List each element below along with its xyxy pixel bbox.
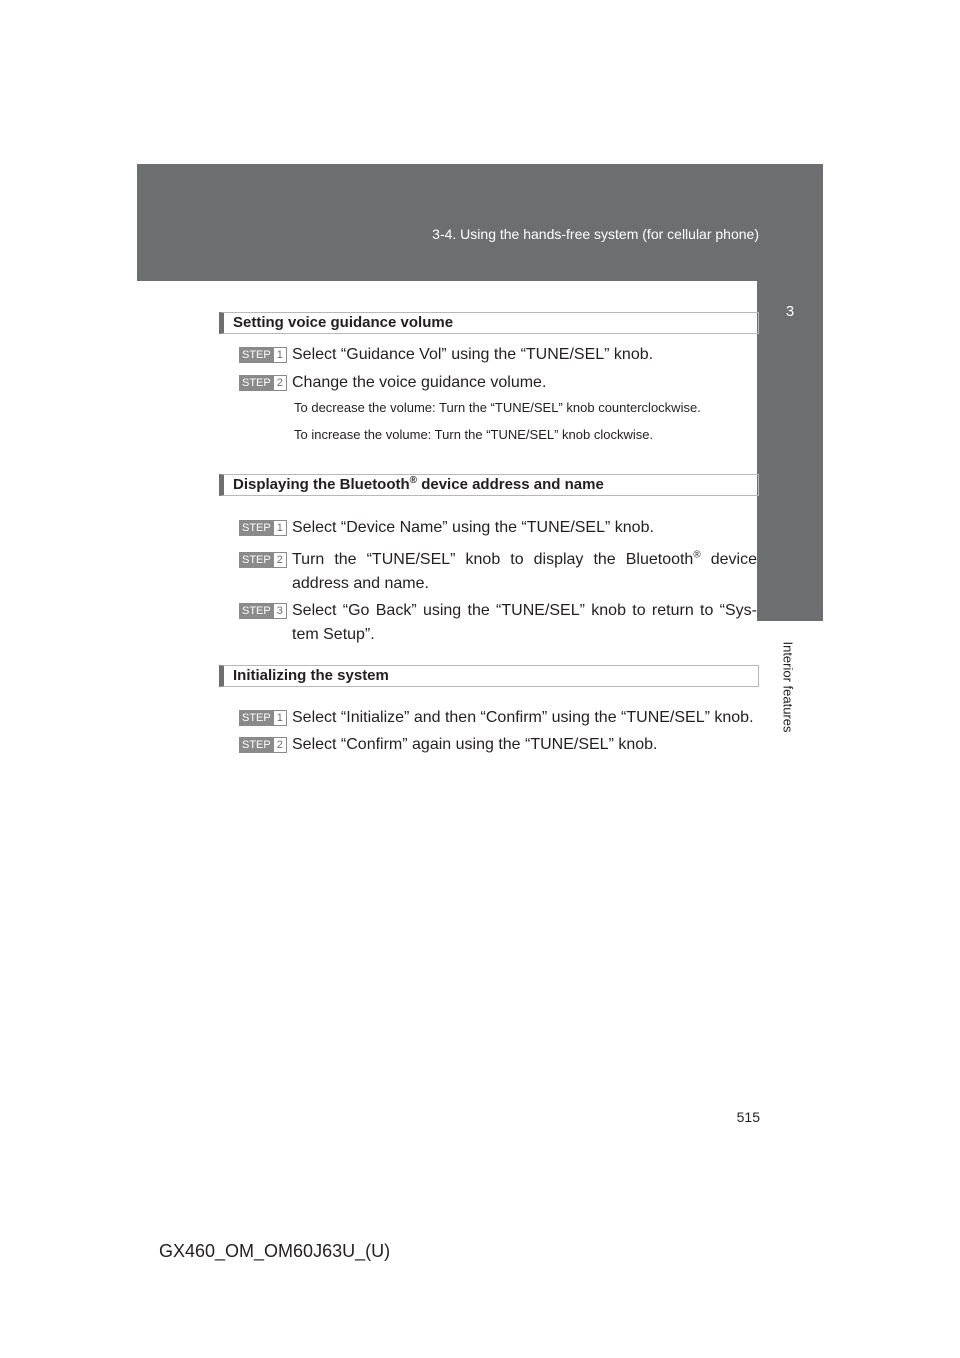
section-initializing-system: [219, 665, 759, 757]
chapter-label: [778, 632, 798, 742]
step-text: Turn the “TUNE/SEL” knob to display the Bluetooth® device address and name.: [292, 549, 757, 592]
step-badge: STEP 1: [239, 347, 287, 363]
step-badge: STEP 2: [239, 737, 287, 753]
note-text: To decrease the volume: Turn the “TUNE/SEL” knob counterclockwise.: [294, 400, 701, 415]
chapter-header-band: [137, 164, 823, 281]
step-badge: STEP 1: [239, 520, 287, 536]
step-item: [219, 599, 759, 647]
chapter-number: 3: [785, 303, 795, 320]
step-text: Select “Guidance Vol” using the “TUNE/SEL” knob.: [292, 346, 654, 363]
section-heading: Setting voice guidance volume: [219, 312, 759, 334]
step-item: [219, 733, 759, 757]
step-badge: STEP 1: [239, 710, 287, 726]
section-bluetooth-device-address: [219, 474, 759, 647]
step-item: [219, 371, 759, 395]
step-text: Select “Confirm” again using the “TUNE/SEL” knob.: [292, 736, 658, 753]
chapter-tab: [757, 281, 823, 621]
step-text: Select “Device Name” using the “TUNE/SEL” knob.: [292, 519, 654, 536]
section-voice-guidance-volume: [219, 312, 759, 444]
step-item: [219, 706, 759, 730]
step-badge: STEP 2: [239, 552, 287, 568]
note-text: To increase the volume: Turn the “TUNE/SEL” knob clockwise.: [294, 427, 654, 442]
page-number: 515: [736, 1109, 760, 1125]
section-heading: Displaying the Bluetooth® device address and name: [219, 474, 759, 496]
step-text: Select “Initialize” and then “Confirm” using the “TUNE/SEL” knob.: [292, 709, 754, 726]
step-text: Select “Go Back” using the “TUNE/SEL” knob to return to “Sys-tem Setup”.: [292, 602, 757, 643]
section-title: 3-4. Using the hands-free system (for cellular phone): [432, 226, 759, 242]
step-item: [219, 343, 759, 367]
chapter-label-text: Interior features: [780, 641, 796, 733]
step-item: [219, 516, 759, 540]
step-text: Change the voice guidance volume.: [292, 374, 547, 391]
step-badge: STEP 3: [239, 603, 287, 619]
section-heading: Initializing the system: [219, 665, 759, 687]
manual-code: GX460_OM_OM60J63U_(U): [159, 1241, 391, 1261]
step-badge: STEP 2: [239, 375, 287, 391]
step-item: [219, 548, 759, 596]
